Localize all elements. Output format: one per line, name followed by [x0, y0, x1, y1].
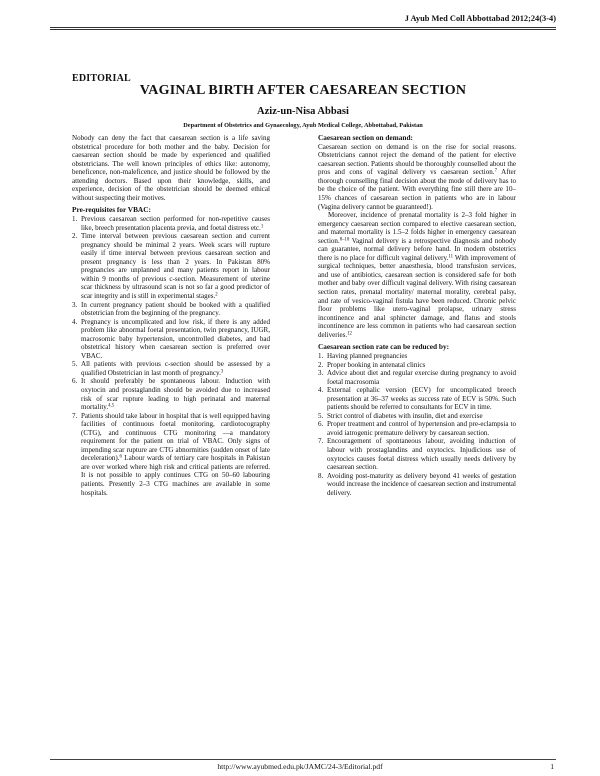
list-item: 6. It should preferably be spontaneous labour. Induction with oxytocin and prostaglandin should be avoided due to increased risk of scar rupture leading to high perinatal and maternal mortality.$^{4,5}$ [72, 377, 270, 412]
list-item: 2. Time interval between previous caesarean section and current pregnancy should be minimal 2 years. Week scars will rupture easily if time interval between previous caesarean section and present pregnancy is less than 2 years. In Pakistan 80% pregnancies are unplanned and many patients report in labour within 9 months of previous c-section. Measurement of uterine scar thickness by ultrasound scan is not so far a good predictor of scar integrity and is still in experimental stages.$^2$ [72, 232, 270, 300]
header-rule [50, 27, 556, 30]
list-item: 7. Encouragement of spontaneous labour, avoiding induction of labour with prostaglandins and oxytocics. Injudicious use of oxytocics causes foetal distress which usually needs delivery by caesarean section. [318, 437, 516, 472]
list-item: 4. Pregnancy is uncomplicated and low risk, if there is any added problem like abnormal foetal presentation, twin pregnancy, IUGR, macrosomic baby hypertension, uncontrolled diabetes, and bad obstetrical history when caesarean section is preferred over VBAC. [72, 317, 270, 360]
reduce-heading: Caesarean section rate can be reduced by: [318, 342, 450, 352]
left-column [72, 134, 270, 497]
demand-heading: Caesarean section on demand: [318, 133, 413, 142]
intro-paragraph: Nobody can deny the fact that caesarean section is a life saving obstetrical procedure for both mother and the baby. Decision for caesarean section should be made by experienced and qualified obstetricians. The well known principles of ethics like: autonomy, beneficence, non-maleficence, and justice should be followed by the attending doctors. Based upon their knowledge, skills, and experience, decision of the obstetrician should be deemed ethical without suspecting their motives. [72, 134, 270, 202]
list-item: 3. In current pregnancy patient should be booked with a qualified obstetrician from the beginning of the pregnancy. [72, 300, 270, 318]
list-item: 2. Proper booking in antenatal clinics [318, 360, 426, 369]
author-name: Aziz-un-Nisa Abbasi [257, 106, 349, 117]
footer-url[interactable]: http://www.ayubmed.edu.pk/JAMC/24-3/Editorial.pdf [217, 762, 383, 771]
journal-header: J Ayub Med Coll Abbottabad 2012;24(3-4) [404, 14, 556, 23]
list-item: 8. Avoiding post-maturity as delivery beyond 41 weeks of gestation would increase the incidence of caesarean section and instrumental delivery. [318, 471, 517, 497]
article-title: VAGINAL BIRTH AFTER CAESAREAN SECTION [139, 83, 467, 98]
demand-paragraph: Caesarean section on demand is on the rise for social reasons. Obstetricians cannot reject the demand of the patient for elective caesarean section. Patients should be thoroughly counselled about the pros and cons of vaginal delivery vs caesarean section.$^7$ After thorough counselling final decision about the mode of delivery has to be the choice of the patient. With everything fine still there are 10–15% chances of caesarean section in patients who are in labour (Vagina delivery cannot be guaranteed!). [318, 142, 516, 211]
list-item: 5. Strict control of diabetes with insulin, diet and exercise [318, 411, 483, 420]
page-number: 1 [550, 762, 554, 771]
list-item: 6. Proper treatment and control of hypertension and pre-eclampsia to avoid iatrogenic premature delivery by caesarean section. [318, 420, 516, 437]
list-item: 1. Having planned pregnancies [318, 351, 408, 360]
author-affiliation: Department of Obstetrics and Gynaecology, Ayub Medical College, Abbottabad, Pakistan [183, 122, 423, 129]
prerequisites-list [72, 215, 270, 497]
moreover-paragraph: Moreover, incidence of prenatal mortality is 2–3 fold higher in emergency caesarean section compared to elective caesarean section, and maternal mortality is 1.5–2 folds higher in emergency caesarean section.$^{8-10}$ Vaginal delivery is a retrospective diagnosis and nobody can guarantee, normal delivery before hand. In modern obstetrics there is no place for difficult vaginal delivery.$^{11}$ With improvement of surgical techniques, better anaesthesia, blood transfusion services, and use of antibiotics, caesarean section is considered safe for both mother and baby over difficult vaginal delivery. With rising caesarean section rates, prenatal mortality/ maternal morality, cerebral palsy, and rate of vesico-vaginal fistula have been reduced. Chronic pelvic floor problems like utero-vaginal prolapse, urinary stress incontinence and anal sphincter damage, and flatus and stools incontinence are less common in patients who had caesarean section deliveries.$^{12}$ [318, 211, 516, 339]
list-item: 3. Advice about diet and regular exercise during pregnancy to avoid foetal macrosomia [318, 369, 516, 386]
right-column [318, 134, 516, 497]
section-label: EDITORIAL [72, 73, 131, 84]
list-item: 4. External cephalic version (ECV) for uncomplicated breech presentation at 36–37 weeks as success rate of ECV is 50%. Such patients should be referred to consultants for ECV in time. [318, 386, 516, 412]
footer-rule [50, 759, 556, 760]
prerequisites-heading: Pre-requisites for VBAC: [72, 205, 151, 215]
list-item: 7. Patients should take labour in hospital that is well equipped having facilities of continuous foetal monitoring, cardiotocography (CTG), and continuous CTG monitoring —a mandatory requirement for the patient on trial of VBAC. Only signs of impending scar rupture are CTG abnormities (sudden onset of late deceleration).$^6$ Labour wards of tertiary care hospitals in Pakistan are over worked where high risk and critical patients are referred. It is not possible to apply continues CTG on 50–60 labouring patients. Presently 2–3 CTG machines are available in some hospitals. [72, 411, 270, 497]
list-item: 1. Previous caesarean section performed for non-repetitive causes like, breech presentation placenta previa, and foetal distress etc.$^1$ [72, 215, 270, 232]
reduce-list [318, 352, 516, 497]
list-item: 5. All patients with previous c-section should be assessed by a qualified Obstetrician in last month of pregnancy.$^3$ [72, 360, 270, 377]
